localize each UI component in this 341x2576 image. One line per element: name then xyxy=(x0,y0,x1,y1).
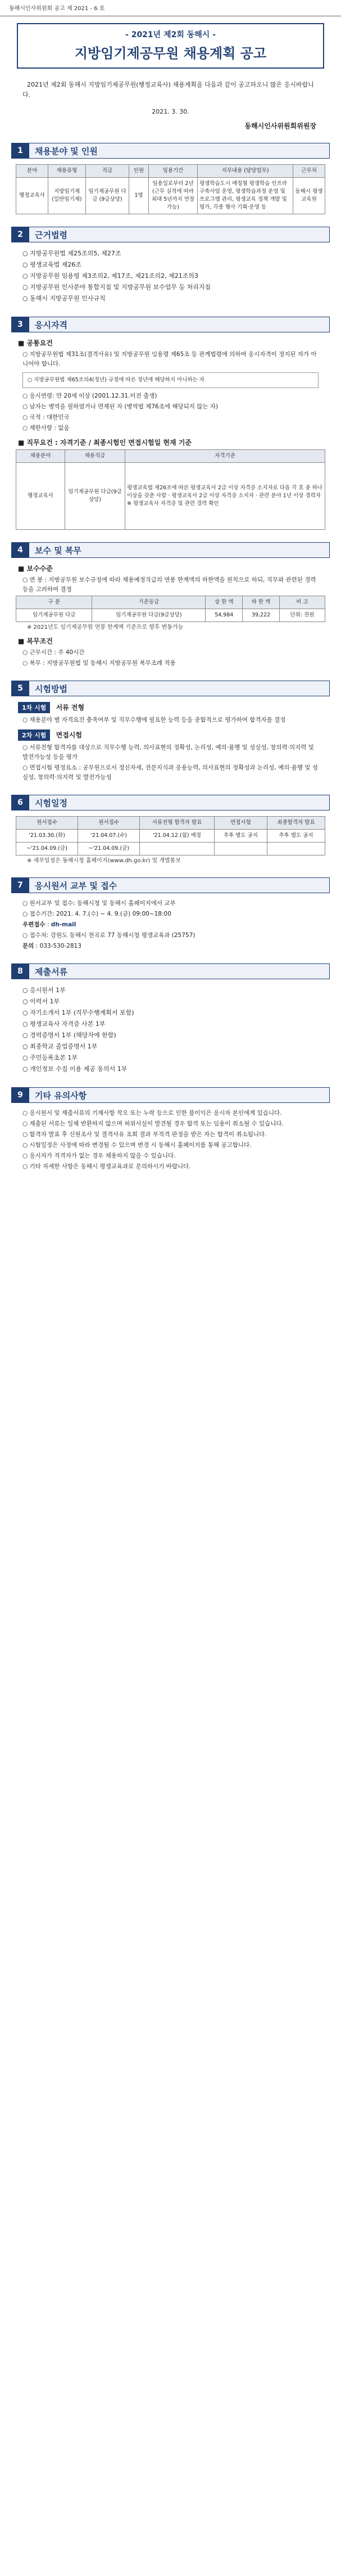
list-item: ○ 개인정보 수집 이용 제공 동의서 1부 xyxy=(22,1065,128,1073)
table-cell: 추후 별도 공지 xyxy=(214,830,267,843)
table-header: 인원 xyxy=(129,165,149,178)
stage-title: 서류 전형 xyxy=(56,704,85,711)
qualification-table xyxy=(16,449,325,530)
table-cell: 평생교육법 제26조에 따른 평생교육사 2급 이상 자격증 소지자로 다음 각 호 중 하나 이상을 갖춘 사람 · 평생교육사 2급 이상 자격증 소지자 · 관련 분야 1년 이상 경력자 ※ 평생교육사 자격증 및 관련 경력 확인 xyxy=(125,463,325,530)
notice-number: 동해시인사위원회 공고 제 2021 - 6 호 xyxy=(0,0,341,16)
table-cell: 임기제공무원 다급 xyxy=(16,609,92,622)
notice-date: 2021. 3. 30. xyxy=(152,108,189,115)
section-title: 기타 유의사항 xyxy=(29,1087,330,1103)
section-laws xyxy=(11,227,330,242)
list-item: ○ 지방공무원법 제25조의5, 제27조 xyxy=(22,250,121,257)
list-item: ○ 평생교육법 제26조 xyxy=(22,261,81,268)
job-requirements-heading: ■ 직무요건 : 자격기준 / 최종시험인 면접시험일 현재 기준 xyxy=(18,439,192,447)
paragraph: ○ 채용분야 별 자격요건 충족여부 및 직무수행에 필요한 능력 등을 종합적으로 평가하여 합격자를 결정 xyxy=(22,717,286,723)
schedule-table xyxy=(16,816,325,855)
table-cell: '21.04.07.(수) xyxy=(78,830,140,843)
table-cell: 1명 xyxy=(129,178,149,214)
title-box xyxy=(17,23,324,69)
phone-number: 033-530-2813 xyxy=(39,943,81,949)
paragraph: ○ 면접시험 평정요소 : 공무원으로서 정신자세, 전문지식과 응용능력, 의사표현의 정확성과 논리성, 예의·품행 및 성실성, 창의력·의지력 및 발전가능성 xyxy=(22,764,318,781)
table-row xyxy=(16,843,325,855)
paragraph: ○ 연 봉 : 지방공무원 보수규정에 따라 채용예정직급의 연봉 한계액의 하한액을 원칙으로 하되, 직무와 관련된 경력 등을 고려하여 결정 xyxy=(22,577,316,593)
table-cell: ~'21.04.09.(금) xyxy=(16,843,78,855)
table-cell: ~'21.04.09.(금) xyxy=(78,843,140,855)
table-header: 최종합격자 발표 xyxy=(267,817,325,830)
table-header: 분야 xyxy=(16,165,48,178)
list-item: ○ 평생교육사 자격증 사본 1부 xyxy=(22,1020,106,1028)
table-header: 상 한 액 xyxy=(206,596,243,609)
list-item: ○ 지방공무원 인사분야 통합지침 및 지방공무원 보수업무 등 처리지침 xyxy=(22,283,211,291)
table-header: 하 한 액 xyxy=(243,596,280,609)
document-list xyxy=(22,985,319,1075)
table-header: 자격기준 xyxy=(125,450,325,463)
table-header: 임용기간 xyxy=(149,165,198,178)
notice-page xyxy=(0,0,341,1195)
section-title: 제출서류 xyxy=(29,963,330,979)
exam-stage-1 xyxy=(18,702,323,713)
table-cell: 행정교육사 xyxy=(16,178,48,214)
section-schedule xyxy=(11,795,330,810)
table-cell: 평생학습도시 매칭형 평생학습 인프라 구축사업 운영, 평생학습과정 운영 및 프로그램 관리, 평생교육 정책 개발 및 평가, 각종 행사 기획·운영 등 xyxy=(198,178,293,214)
table-cell: 임기제공무원 다급 (9급상당) xyxy=(86,178,129,214)
paragraph: ○ 지방공무원법 제65조의4(정년) 규정에 따른 정년에 해당하지 아니하는 자 xyxy=(28,377,204,383)
section-title: 시험방법 xyxy=(29,681,330,696)
paragraph: ○ 접수기간: 2021. 4. 7.(수) ~ 4. 9.(금) 09:00~18:00 xyxy=(22,911,171,917)
contact-email-line: 우편접수 : dh-mail xyxy=(22,921,76,928)
pay-note: ※ 2021년도 임기제공무원 연봉 한계액 기준으로 향후 변동가능 xyxy=(27,624,184,631)
table-cell: 지방임기제 (일반임기제) xyxy=(48,178,86,214)
page-title: 지방임기제공무원 채용계획 공고 xyxy=(74,46,267,61)
stage-title: 면접시험 xyxy=(56,731,82,739)
table-row xyxy=(16,178,325,214)
paragraph: ○ 지방공무원법 제31조(결격사유) 및 지방공무원 임용령 제65조 등 관계법령에 의하여 응시자격이 정지된 자가 아니어야 합니다. xyxy=(22,351,317,367)
table-cell: 임기제공무원 다급(9급상당) xyxy=(92,609,206,622)
signer: 동해시인사위원회위원장 xyxy=(244,122,316,130)
stage-badge: 2차 시험 xyxy=(18,729,50,741)
paragraph: ○ 응시연령: 만 20세 이상 (2001.12.31.이전 출생) xyxy=(22,393,157,399)
law-list xyxy=(22,248,319,304)
table-cell: '21.03.30.(화) xyxy=(16,830,78,843)
paragraph: ○ 남자는 병역을 필하였거나 면제된 자 (병역법 제76조에 해당되지 않는 자) xyxy=(22,403,219,410)
list-item: ○ 동해시 지방공무원 인사규칙 xyxy=(22,295,106,302)
section-number: 7 xyxy=(11,877,29,893)
contact-phone-line: 문의 : 033-530-2813 xyxy=(22,943,81,949)
table-header: 채용직급 xyxy=(65,450,125,463)
paragraph: ○ 근무시간 : 주 40시간 xyxy=(22,649,85,656)
note-item: ○ 응시자가 적격자가 없는 경우 채용하지 않을 수 있습니다. xyxy=(22,1152,176,1159)
section-number: 4 xyxy=(11,542,29,558)
section-title: 응시원서 교부 및 접수 xyxy=(29,877,330,893)
disqualification-box xyxy=(22,372,319,388)
paragraph: ○ 국적 : 대한민국 xyxy=(22,414,70,421)
section-number: 6 xyxy=(11,795,29,810)
section-title: 응시자격 xyxy=(29,317,330,332)
section-exam xyxy=(11,681,330,696)
phone-label: 문의 xyxy=(22,943,34,949)
table-header: 지무내용 (담당업무) xyxy=(198,165,293,178)
note-item: ○ 응시원서 및 제출서류의 기재사항 착오 또는 누락 등으로 인한 불이익은 응시자 본인에게 있습니다. xyxy=(22,1110,282,1116)
section-number: 8 xyxy=(11,963,29,979)
duty-heading: ■ 복무조건 xyxy=(18,637,53,645)
section-recruitment xyxy=(11,143,330,159)
table-header: 채용유형 xyxy=(48,165,86,178)
table-row xyxy=(16,609,325,622)
paragraph: ○ 접수처: 강원도 동해시 천곡로 77 동해시청 평생교육과 (25757) xyxy=(22,932,195,939)
table-cell: 단위: 천원 xyxy=(279,609,325,622)
table-row xyxy=(16,463,325,530)
section-number: 1 xyxy=(11,143,29,159)
list-item: ○ 응시원서 1부 xyxy=(22,987,66,994)
list-item: ○ 지방공무원 임용령 제3조의2, 제17조, 제21조의2, 제21조의3 xyxy=(22,272,198,280)
table-cell xyxy=(140,843,214,855)
section-number: 9 xyxy=(11,1087,29,1103)
table-header: 면접시험 xyxy=(214,817,267,830)
section-title: 보수 및 복무 xyxy=(29,542,330,558)
email-label: 우편접수 xyxy=(22,921,46,928)
section-qualification xyxy=(11,317,330,332)
list-item: ○ 최종학교 졸업증명서 1부 xyxy=(22,1043,98,1050)
table-header: 기준등급 xyxy=(92,596,206,609)
table-cell: 54,984 xyxy=(206,609,243,622)
note-item: ○ 제출된 서류는 일체 반환하지 않으며 허위사실이 발견될 경우 합격 또는 임용이 취소될 수 있습니다. xyxy=(22,1120,284,1127)
intro-text: 2021년 제2회 동해시 지방임기제공무원(행정교육사) 채용계획을 다음과 같이 공고하오니 많은 응시바랍니다. xyxy=(22,81,314,98)
title-sub: - 2021년 제2회 동해시 - xyxy=(125,30,216,39)
table-header: 원서접수 xyxy=(78,817,140,830)
table-cell: 동해시 평생교육원 xyxy=(293,178,325,214)
list-item: ○ 이력서 1부 xyxy=(22,998,60,1005)
table-header: 채용분야 xyxy=(16,450,65,463)
paragraph: ○ 제한사항 : 없음 xyxy=(22,425,70,431)
section-number: 5 xyxy=(11,681,29,696)
section-title: 채용분야 및 인원 xyxy=(29,143,330,159)
list-item: ○ 주민등록초본 1부 xyxy=(22,1054,78,1061)
pay-table xyxy=(16,596,325,622)
table-cell: '21.04.12.(월) 예정 xyxy=(140,830,214,843)
exam-stage-2 xyxy=(18,729,323,741)
list-item: ○ 경력증명서 1부 (해당자에 한함) xyxy=(22,1032,116,1039)
section-number: 3 xyxy=(11,317,29,332)
table-cell: 임용일로부터 2년 (근무 실적에 따라 최대 5년까지 연장가능) xyxy=(149,178,198,214)
table-cell xyxy=(267,843,325,855)
table-cell: 39,222 xyxy=(243,609,280,622)
section-pay xyxy=(11,542,330,558)
table-cell: 추후 별도 공지 xyxy=(267,830,325,843)
paragraph: ○ 원서교부 및 접수: 동해시청 및 동해시 홈페이지에서 교부 xyxy=(22,900,176,907)
section-documents xyxy=(11,963,330,979)
table-cell: 행정교육사 xyxy=(16,463,65,530)
paragraph: ○ 복무 : 지방공무원법 및 동해시 지방공무원 복무조례 적용 xyxy=(22,660,176,666)
note-item: ○ 기타 자세한 사항은 동해시 평생교육과로 문의하시기 바랍니다. xyxy=(22,1163,191,1170)
section-notes xyxy=(11,1087,330,1103)
stage-badge: 1차 시험 xyxy=(18,702,50,713)
common-requirements-heading: ■ 공통요건 xyxy=(18,339,53,347)
recruit-table xyxy=(16,164,325,214)
table-header: 근무처 xyxy=(293,165,325,178)
section-application xyxy=(11,877,330,893)
table-header: 서류전형 합격자 발표 xyxy=(140,817,214,830)
list-item: ○ 자기소개서 1부 (직무수행계획서 포함) xyxy=(22,1009,134,1016)
table-cell: 임기제공무원 다급(9급상당) xyxy=(65,463,125,530)
note-item: ○ 시험일정은 사정에 따라 변경될 수 있으며 변경 시 동해시 홈페이지를 통해 공고합니다. xyxy=(22,1142,252,1149)
table-row xyxy=(16,830,325,843)
table-header: 비 고 xyxy=(279,596,325,609)
section-number: 2 xyxy=(11,227,29,242)
schedule-note: ※ 세부일정은 동해시청 홈페이지(www.dh.go.kr) 및 개별통보 xyxy=(27,858,181,864)
email-link[interactable]: dh-mail xyxy=(51,921,76,928)
paragraph: ○ 서류전형 합격자를 대상으로 직무수행 능력, 의사표현의 정확성, 논리성, 예의·품행 및 성실성, 창의력·의지력 및 발전가능성 등을 평가 xyxy=(22,744,314,760)
table-header: 구 분 xyxy=(16,596,92,609)
note-item: ○ 합격자 발표 후 신원조사 및 결격사유 조회 결과 부적격 판정을 받은 자는 합격이 취소됩니다. xyxy=(22,1131,267,1138)
table-header: 원서접수 xyxy=(16,817,78,830)
table-cell xyxy=(214,843,267,855)
section-title: 시험일정 xyxy=(29,795,330,810)
pay-heading: ■ 보수수준 xyxy=(18,565,53,573)
section-title: 근거법령 xyxy=(29,227,330,242)
table-header: 직급 xyxy=(86,165,129,178)
